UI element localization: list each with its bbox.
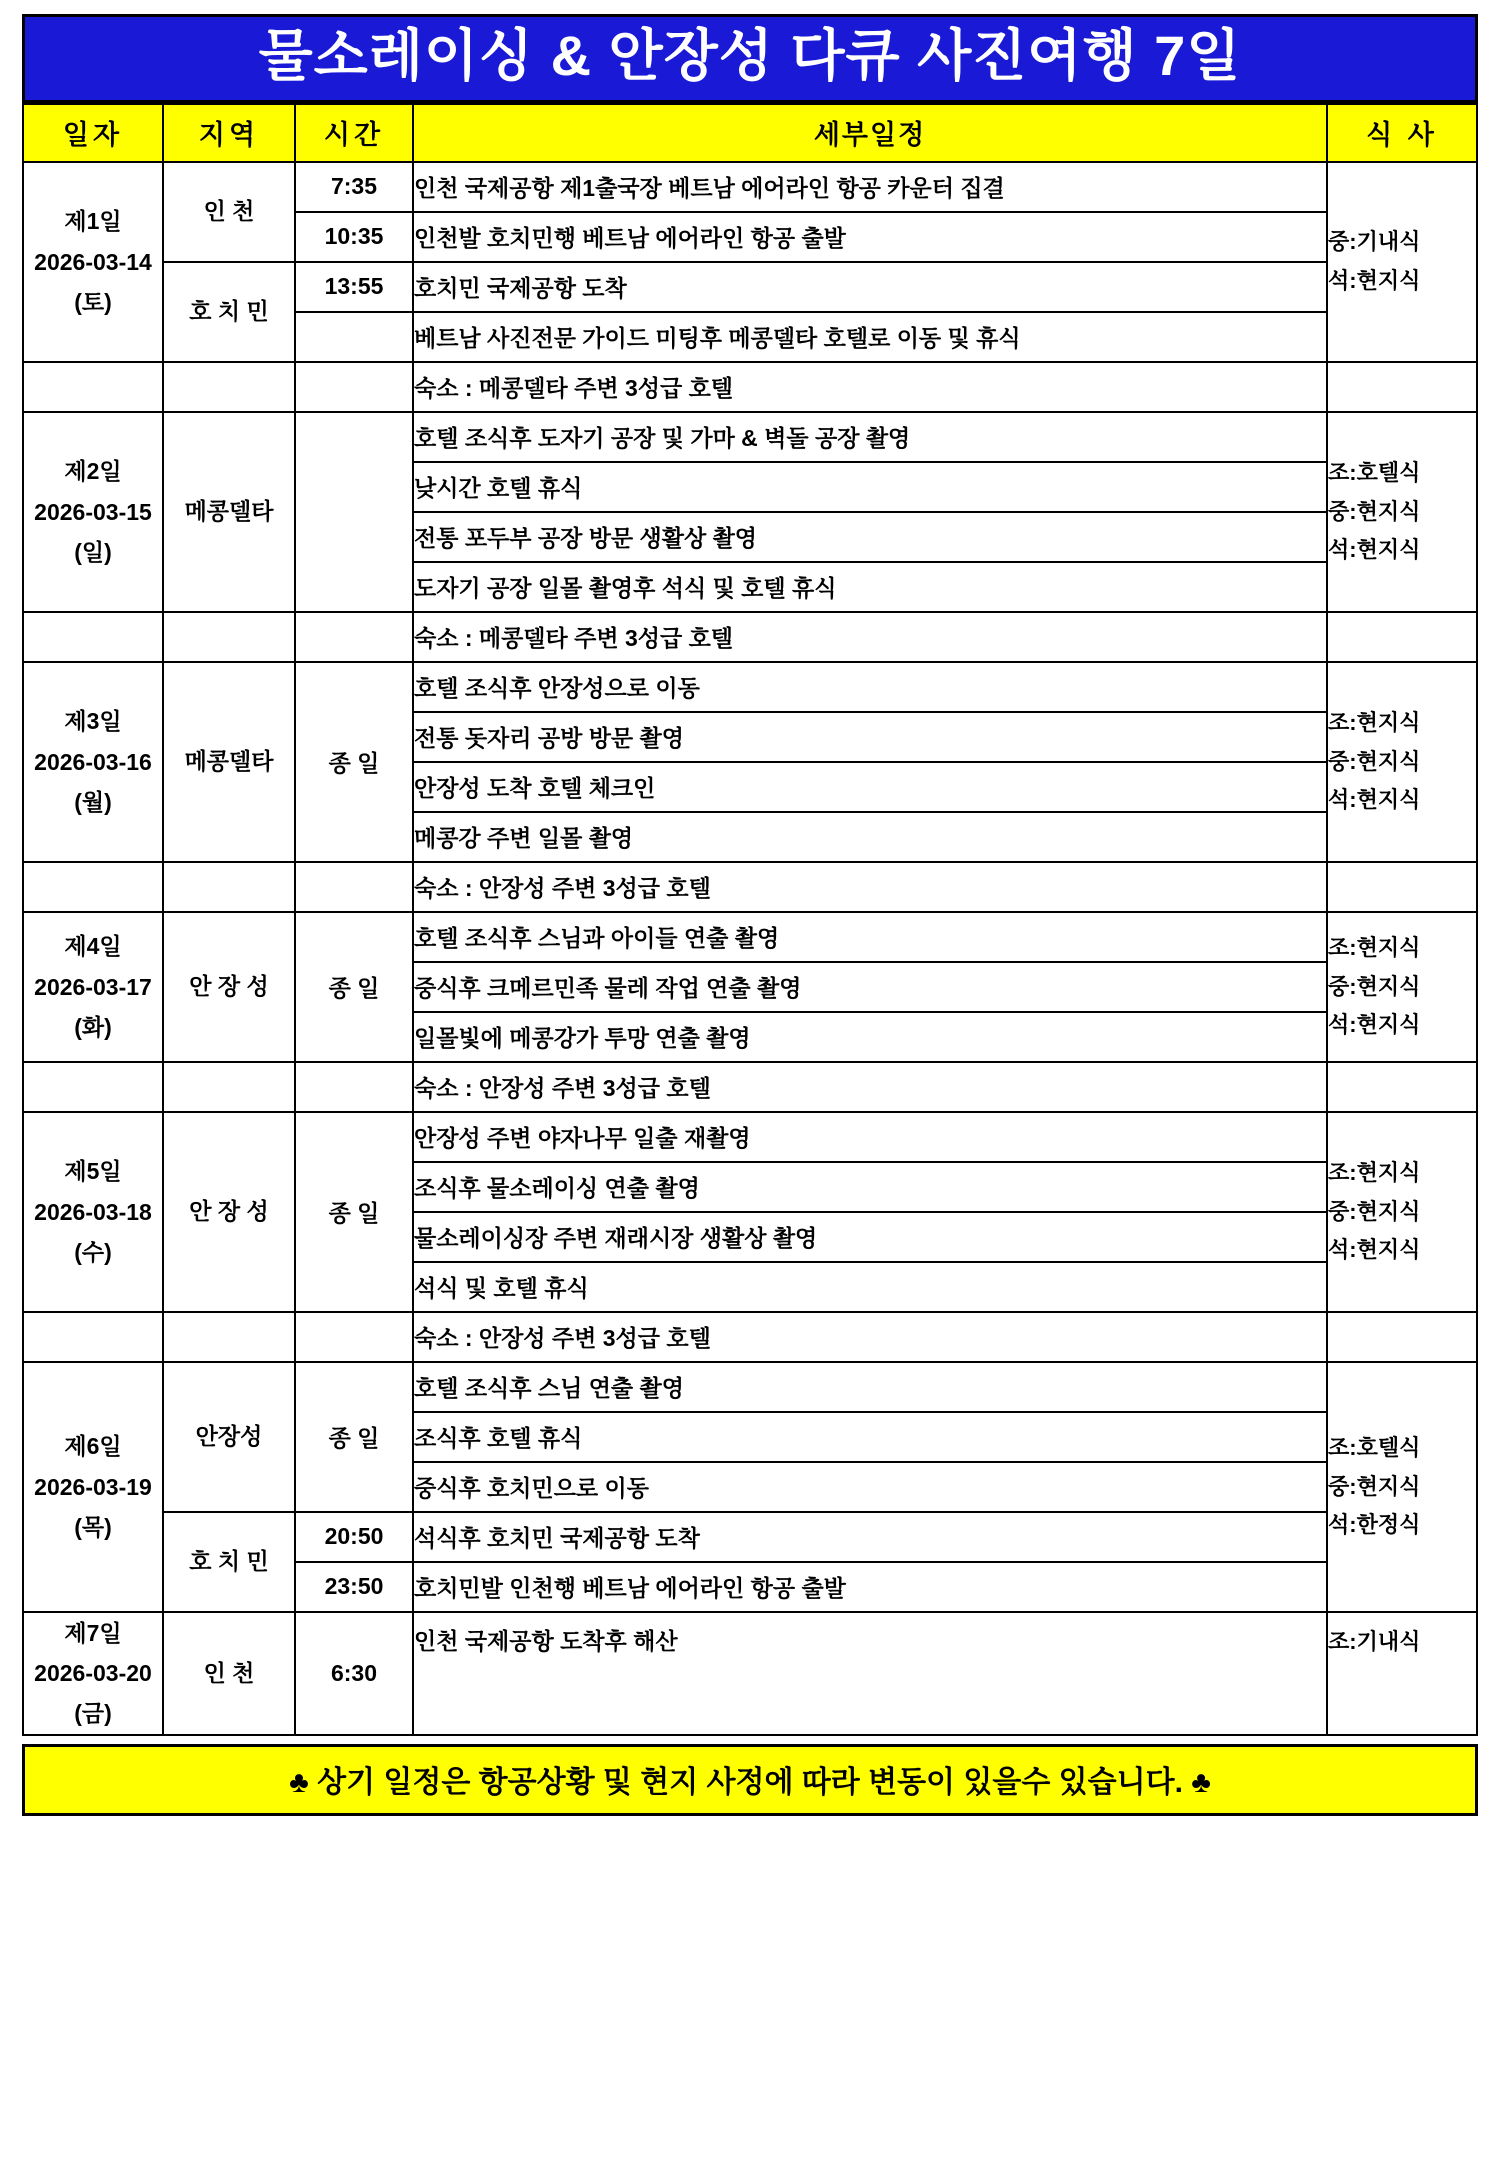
meal-item: 조:기내식 bbox=[1328, 1628, 1421, 1654]
detail-cell: 중식후 크메르민족 물레 작업 연출 촬영 bbox=[413, 962, 1327, 1012]
meal-item: 중:현지식 bbox=[1328, 1473, 1421, 1499]
detail-cell: 전통 돗자리 공방 방문 촬영 bbox=[413, 712, 1327, 762]
footer-notice bbox=[22, 1744, 1478, 1816]
day-area-cell bbox=[163, 412, 295, 612]
area-label: 인 천 bbox=[203, 1659, 255, 1686]
table-row bbox=[23, 1112, 1477, 1162]
meal-item: 석:현지식 bbox=[1328, 267, 1421, 293]
day-label: 제1일 bbox=[64, 208, 122, 235]
table-row bbox=[23, 662, 1477, 712]
meal-item: 중:현지식 bbox=[1328, 973, 1421, 999]
table-row bbox=[23, 1512, 1477, 1562]
empty-cell bbox=[163, 362, 295, 412]
day-weekday: (목) bbox=[74, 1513, 112, 1540]
day-weekday: (월) bbox=[74, 788, 112, 815]
day-area-cell bbox=[163, 1612, 295, 1735]
day-weekday: (화) bbox=[74, 1013, 112, 1040]
time-cell bbox=[295, 412, 413, 612]
notice-text: 상기 일정은 항공상황 및 현지 사정에 따라 변동이 있을수 있습니다. bbox=[317, 1765, 1183, 1799]
area-label: 안장성 bbox=[195, 1423, 263, 1450]
meal-item: 조:현지식 bbox=[1328, 1160, 1421, 1186]
day-date-cell bbox=[23, 912, 163, 1062]
day-date: 2026-03-16 bbox=[34, 748, 152, 775]
empty-cell bbox=[23, 862, 163, 912]
detail-cell: 도자기 공장 일몰 촬영후 석식 및 호텔 휴식 bbox=[413, 562, 1327, 612]
time-cell: 종 일 bbox=[295, 912, 413, 1062]
club-icon-left: ♣ bbox=[289, 1765, 309, 1799]
table-header bbox=[23, 104, 1477, 162]
meal-item: 중:현지식 bbox=[1328, 1198, 1421, 1224]
lodging-cell: 숙소 : 메콩델타 주변 3성급 호텔 bbox=[413, 612, 1327, 662]
meal-item: 석:현지식 bbox=[1328, 537, 1421, 563]
lodging-row bbox=[23, 612, 1477, 662]
detail-cell: 일몰빛에 메콩강가 투망 연출 촬영 bbox=[413, 1012, 1327, 1062]
itinerary-table bbox=[22, 103, 1478, 1736]
meal-item: 석:현지식 bbox=[1328, 1237, 1421, 1263]
lodging-row bbox=[23, 862, 1477, 912]
table-row bbox=[23, 412, 1477, 462]
time-cell: 20:50 bbox=[295, 1512, 413, 1562]
detail-cell: 인천 국제공항 도착후 해산 bbox=[413, 1612, 1327, 1735]
day-meal-cell bbox=[1327, 912, 1477, 1062]
day-label: 제7일 bbox=[64, 1619, 122, 1646]
lodging-cell: 숙소 : 메콩델타 주변 3성급 호텔 bbox=[413, 362, 1327, 412]
area-label: 안 장 성 bbox=[189, 973, 269, 1000]
meal-item: 석:한정식 bbox=[1328, 1512, 1421, 1538]
meal-item: 중:현지식 bbox=[1328, 748, 1421, 774]
day-meal-cell bbox=[1327, 662, 1477, 862]
column-header-time: 시간 bbox=[295, 104, 413, 162]
day-label: 제4일 bbox=[64, 933, 122, 960]
table-body bbox=[23, 162, 1477, 1735]
meal-item: 석:현지식 bbox=[1328, 1012, 1421, 1038]
detail-cell: 중식후 호치민으로 이동 bbox=[413, 1462, 1327, 1512]
area-label: 메콩델타 bbox=[184, 748, 274, 775]
empty-cell bbox=[1327, 612, 1477, 662]
table-row bbox=[23, 162, 1477, 212]
day-date: 2026-03-15 bbox=[34, 498, 152, 525]
day-weekday: (금) bbox=[74, 1700, 112, 1727]
detail-cell: 호텔 조식후 스님 연출 촬영 bbox=[413, 1362, 1327, 1412]
lodging-cell: 숙소 : 안장성 주변 3성급 호텔 bbox=[413, 1062, 1327, 1112]
day-date: 2026-03-20 bbox=[34, 1660, 152, 1687]
empty-cell bbox=[1327, 1312, 1477, 1362]
detail-cell: 인천 국제공항 제1출국장 베트남 에어라인 항공 카운터 집결 bbox=[413, 162, 1327, 212]
time-cell: 7:35 bbox=[295, 162, 413, 212]
detail-cell: 낮시간 호텔 휴식 bbox=[413, 462, 1327, 512]
table-row bbox=[23, 262, 1477, 312]
table-header-row bbox=[23, 104, 1477, 162]
empty-cell bbox=[163, 1062, 295, 1112]
lodging-row bbox=[23, 362, 1477, 412]
day-meal-cell bbox=[1327, 1112, 1477, 1312]
detail-cell: 호텔 조식후 스님과 아이들 연출 촬영 bbox=[413, 912, 1327, 962]
empty-cell bbox=[163, 862, 295, 912]
meal-item: 중:현지식 bbox=[1328, 498, 1421, 524]
time-cell: 13:55 bbox=[295, 262, 413, 312]
area-label: 안 장 성 bbox=[189, 1198, 269, 1225]
column-header-date: 일자 bbox=[23, 104, 163, 162]
document-title-bar bbox=[22, 14, 1478, 103]
day-date-cell bbox=[23, 662, 163, 862]
day-area-cell bbox=[163, 912, 295, 1062]
table-row bbox=[23, 1362, 1477, 1412]
area-label: 인 천 bbox=[203, 198, 255, 225]
lodging-row bbox=[23, 1312, 1477, 1362]
area-label: 메콩델타 bbox=[184, 498, 274, 525]
meal-item: 조:호텔식 bbox=[1328, 460, 1421, 486]
meal-item: 조:현지식 bbox=[1328, 710, 1421, 736]
empty-cell bbox=[295, 1312, 413, 1362]
lodging-row bbox=[23, 1062, 1477, 1112]
time-cell: 종 일 bbox=[295, 662, 413, 862]
detail-cell: 조식후 물소레이싱 연출 촬영 bbox=[413, 1162, 1327, 1212]
empty-cell bbox=[23, 362, 163, 412]
empty-cell bbox=[1327, 862, 1477, 912]
empty-cell bbox=[23, 1312, 163, 1362]
detail-cell: 안장성 주변 야자나무 일출 재촬영 bbox=[413, 1112, 1327, 1162]
time-cell: 6:30 bbox=[295, 1612, 413, 1735]
column-header-area: 지역 bbox=[163, 104, 295, 162]
club-icon-right: ♣ bbox=[1191, 1765, 1211, 1799]
day-date-cell bbox=[23, 1612, 163, 1735]
empty-cell bbox=[23, 1062, 163, 1112]
day-date: 2026-03-19 bbox=[34, 1473, 152, 1500]
time-cell: 종 일 bbox=[295, 1112, 413, 1312]
page-title: 물소레이싱 & 안장성 다큐 사진여행 7일 bbox=[258, 24, 1242, 87]
day-meal-cell bbox=[1327, 412, 1477, 612]
column-header-meal: 식 사 bbox=[1327, 104, 1477, 162]
day-date-cell bbox=[23, 412, 163, 612]
day-area-cell bbox=[163, 1112, 295, 1312]
detail-cell: 조식후 호텔 휴식 bbox=[413, 1412, 1327, 1462]
day-area-cell bbox=[163, 1512, 295, 1612]
day-meal-cell bbox=[1327, 1362, 1477, 1612]
time-cell bbox=[295, 312, 413, 362]
day-date: 2026-03-18 bbox=[34, 1198, 152, 1225]
detail-cell: 호치민 국제공항 도착 bbox=[413, 262, 1327, 312]
day-weekday: (일) bbox=[74, 538, 112, 565]
detail-cell: 안장성 도착 호텔 체크인 bbox=[413, 762, 1327, 812]
day-meal-cell bbox=[1327, 162, 1477, 362]
day-area-cell bbox=[163, 662, 295, 862]
day-date-cell bbox=[23, 1112, 163, 1312]
area-label: 호 치 민 bbox=[189, 1548, 269, 1575]
detail-cell: 베트남 사진전문 가이드 미팅후 메콩델타 호텔로 이동 및 휴식 bbox=[413, 312, 1327, 362]
empty-cell bbox=[163, 1312, 295, 1362]
day-date: 2026-03-17 bbox=[34, 973, 152, 1000]
day-weekday: (토) bbox=[74, 288, 112, 315]
time-cell: 23:50 bbox=[295, 1562, 413, 1612]
empty-cell bbox=[295, 1062, 413, 1112]
meal-item: 중:기내식 bbox=[1328, 229, 1421, 255]
empty-cell bbox=[1327, 362, 1477, 412]
empty-cell bbox=[295, 612, 413, 662]
detail-cell: 석식 및 호텔 휴식 bbox=[413, 1262, 1327, 1312]
column-header-detail: 세부일정 bbox=[413, 104, 1327, 162]
area-label: 호 치 민 bbox=[189, 298, 269, 325]
day-label: 제2일 bbox=[64, 458, 122, 485]
detail-cell: 석식후 호치민 국제공항 도착 bbox=[413, 1512, 1327, 1562]
detail-cell: 전통 포두부 공장 방문 생활상 촬영 bbox=[413, 512, 1327, 562]
time-cell: 10:35 bbox=[295, 212, 413, 262]
table-row bbox=[23, 912, 1477, 962]
day-area-cell bbox=[163, 1362, 295, 1512]
detail-cell: 호치민발 인천행 베트남 에어라인 항공 출발 bbox=[413, 1562, 1327, 1612]
detail-cell: 호텔 조식후 안장성으로 이동 bbox=[413, 662, 1327, 712]
day-date-cell bbox=[23, 162, 163, 362]
meal-item: 석:현지식 bbox=[1328, 787, 1421, 813]
day-area-cell bbox=[163, 162, 295, 262]
day-label: 제6일 bbox=[64, 1433, 122, 1460]
empty-cell bbox=[163, 612, 295, 662]
day-date-cell bbox=[23, 1362, 163, 1612]
detail-cell: 물소레이싱장 주변 재래시장 생활상 촬영 bbox=[413, 1212, 1327, 1262]
day-weekday: (수) bbox=[74, 1238, 112, 1265]
empty-cell bbox=[23, 612, 163, 662]
empty-cell bbox=[295, 862, 413, 912]
day-label: 제5일 bbox=[64, 1158, 122, 1185]
time-cell: 종 일 bbox=[295, 1362, 413, 1512]
meal-item: 조:호텔식 bbox=[1328, 1435, 1421, 1461]
detail-cell: 호텔 조식후 도자기 공장 및 가마 & 벽돌 공장 촬영 bbox=[413, 412, 1327, 462]
lodging-cell: 숙소 : 안장성 주변 3성급 호텔 bbox=[413, 1312, 1327, 1362]
day-area-cell bbox=[163, 262, 295, 362]
day-date: 2026-03-14 bbox=[34, 248, 152, 275]
empty-cell bbox=[1327, 1062, 1477, 1112]
lodging-cell: 숙소 : 안장성 주변 3성급 호텔 bbox=[413, 862, 1327, 912]
detail-cell: 인천발 호치민행 베트남 에어라인 항공 출발 bbox=[413, 212, 1327, 262]
day-label: 제3일 bbox=[64, 708, 122, 735]
day-meal-cell bbox=[1327, 1612, 1477, 1735]
empty-cell bbox=[295, 362, 413, 412]
detail-cell: 메콩강 주변 일몰 촬영 bbox=[413, 812, 1327, 862]
meal-item: 조:현지식 bbox=[1328, 935, 1421, 961]
